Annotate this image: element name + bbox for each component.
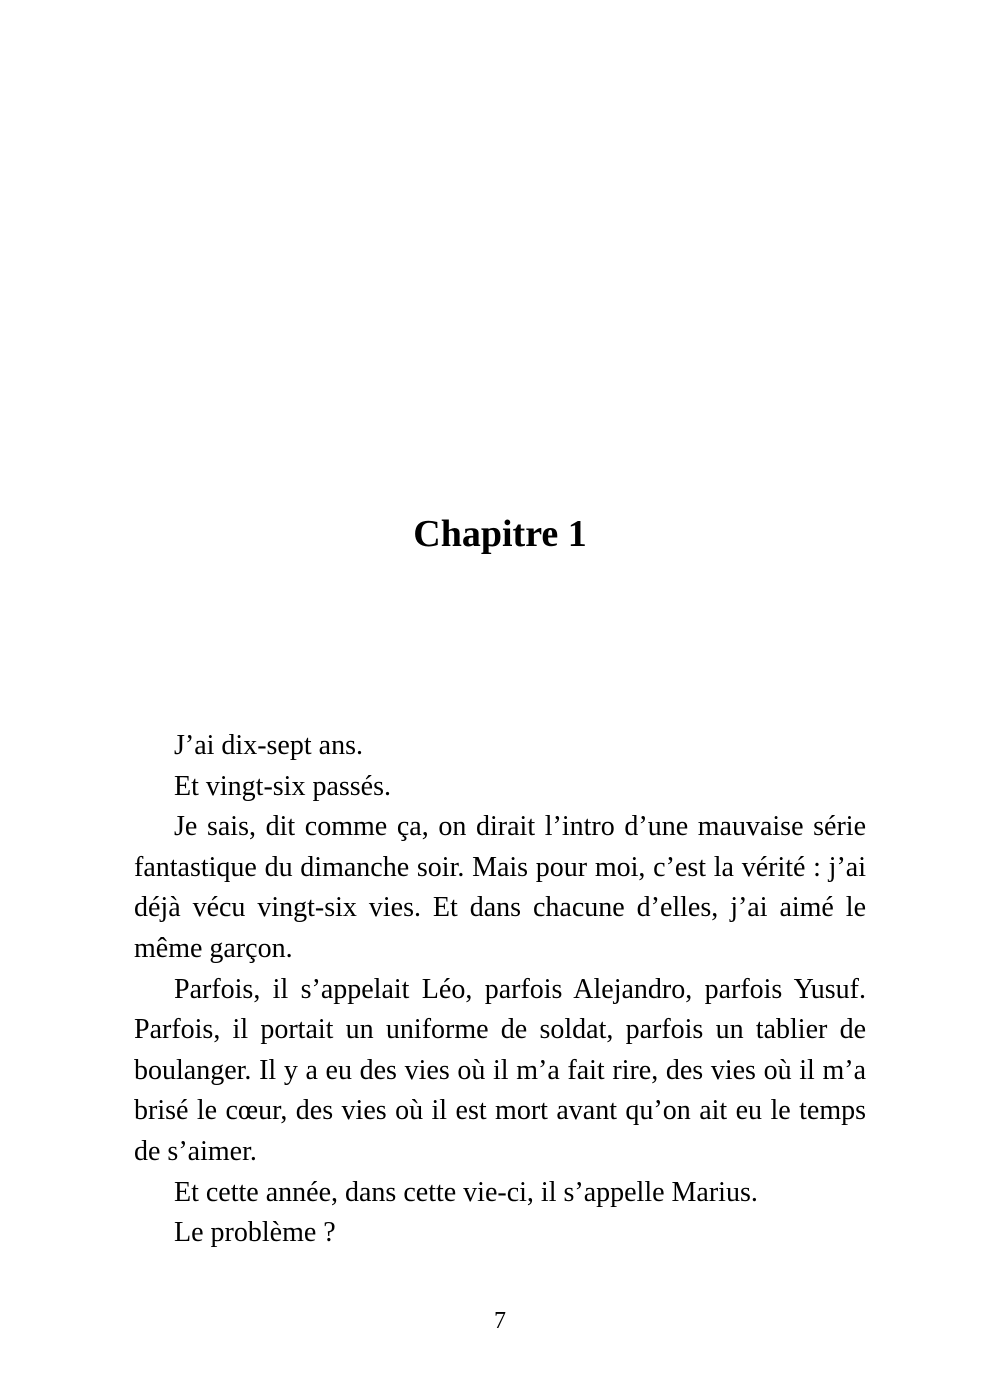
page-number: 7 (494, 1308, 506, 1334)
chapter-title: Chapitre 1 (413, 513, 587, 555)
paragraph: Je sais, dit comme ça, on dirait l’intro d’une mauvaise série fantastique du dimanche soir. Mais pour moi, c’est la vérité : j’ai déjà vécu vingt-six vies. Et dans chacune d’elles, j’ai aimé le même garçon. (134, 811, 866, 964)
paragraph: Et cette année, dans cette vie-ci, il s’appelle Marius. (174, 1176, 758, 1208)
paragraph: J’ai dix-sept ans. (174, 730, 363, 761)
paragraph: Parfois, il s’appelait Léo, parfois Alejandro, parfois Yusuf. Parfois, il portait un uniforme de soldat, parfois un tablier de boulanger. Il y a eu des vies où il m’a fait rire, des vies où il m’a brisé le cœur, des vies où il est mort avant qu’on ait eu le temps de s’aimer. (134, 973, 866, 1167)
paragraph: Le problème ? (174, 1217, 336, 1249)
paragraph: Et vingt-six passés. (174, 770, 391, 802)
chapter-body (134, 726, 866, 1254)
